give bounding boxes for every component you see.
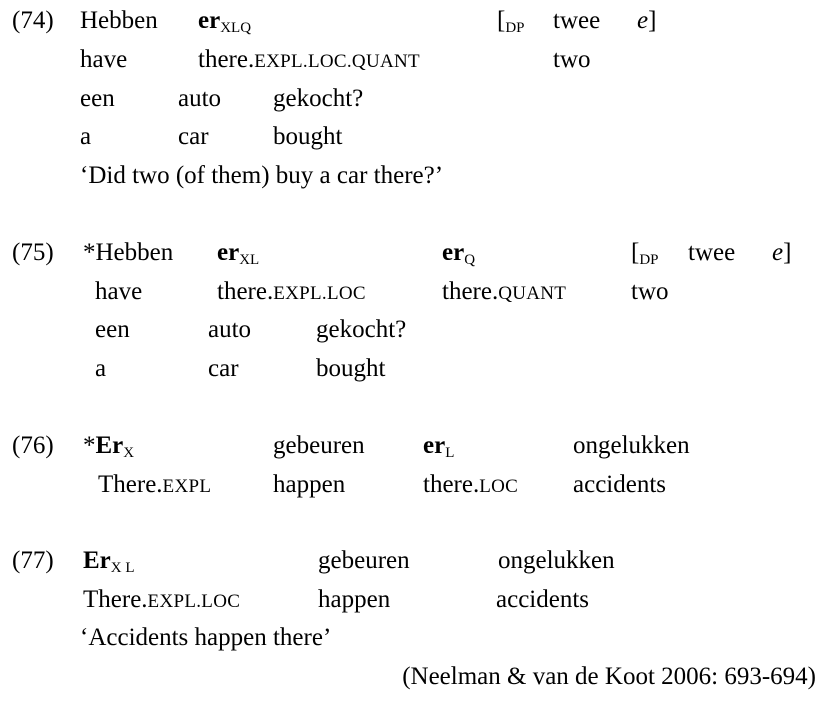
gloss-word: there.LOC <box>423 471 519 498</box>
translation: ‘Did two (of them) buy a car there?’ <box>80 162 444 189</box>
er-clitic: erXL <box>217 239 260 268</box>
gloss-word: gebeuren <box>318 547 410 574</box>
translation: ‘Accidents happen there’ <box>80 624 332 651</box>
dp-bracket: [DP <box>497 7 525 36</box>
gloss-word: gekocht? <box>316 316 407 343</box>
example-number: (75) <box>12 239 54 266</box>
gloss-word: ongelukken <box>573 432 690 459</box>
empty-category: e] <box>637 7 657 34</box>
example-number: (77) <box>12 547 54 574</box>
gloss-word: twee <box>553 7 601 34</box>
er-clitic: erQ <box>442 239 476 268</box>
gloss-word: two <box>631 278 669 305</box>
gloss-word: There.EXPL.LOC <box>83 586 241 613</box>
gloss-word: happen <box>318 586 391 613</box>
gloss-word: car <box>178 123 209 150</box>
er-clitic: erL <box>423 432 455 461</box>
gloss-word: bought <box>273 123 343 150</box>
citation: (Neelman & van de Koot 2006: 693-694) <box>402 663 816 690</box>
example-number: (76) <box>12 432 54 459</box>
gloss-word: accidents <box>573 471 667 498</box>
gloss-word: there.QUANT <box>442 278 567 305</box>
gloss-word: Hebben <box>80 7 158 34</box>
er-clitic: erXLQ <box>198 7 252 36</box>
er-clitic: *ErX <box>83 432 135 461</box>
example-number: (74) <box>12 7 54 34</box>
gloss-word: have <box>80 46 128 73</box>
gloss-word: two <box>553 46 591 73</box>
gloss-word: a <box>80 123 92 150</box>
gloss-word: auto <box>208 316 252 343</box>
gloss-word: there.EXPL.LOC <box>217 278 366 305</box>
gloss-word: have <box>95 278 143 305</box>
empty-category: e] <box>772 239 792 266</box>
er-clitic: ErX L <box>83 547 135 576</box>
dp-bracket: [DP <box>631 239 659 268</box>
gloss-word: There.EXPL <box>98 471 212 498</box>
gloss-word: car <box>208 355 239 382</box>
gloss-word: auto <box>178 85 222 112</box>
gloss-word: ongelukken <box>498 547 615 574</box>
gloss-word: gekocht? <box>273 85 364 112</box>
gloss-word: gebeuren <box>273 432 365 459</box>
gloss-word: een <box>80 85 115 112</box>
gloss-word: een <box>95 316 130 343</box>
gloss-word: *Hebben <box>83 239 174 266</box>
gloss-word: bought <box>316 355 386 382</box>
gloss-word: a <box>95 355 107 382</box>
gloss-word: there.EXPL.LOC.QUANT <box>198 46 420 73</box>
gloss-word: happen <box>273 471 346 498</box>
gloss-word: twee <box>688 239 736 266</box>
gloss-word: accidents <box>496 586 590 613</box>
